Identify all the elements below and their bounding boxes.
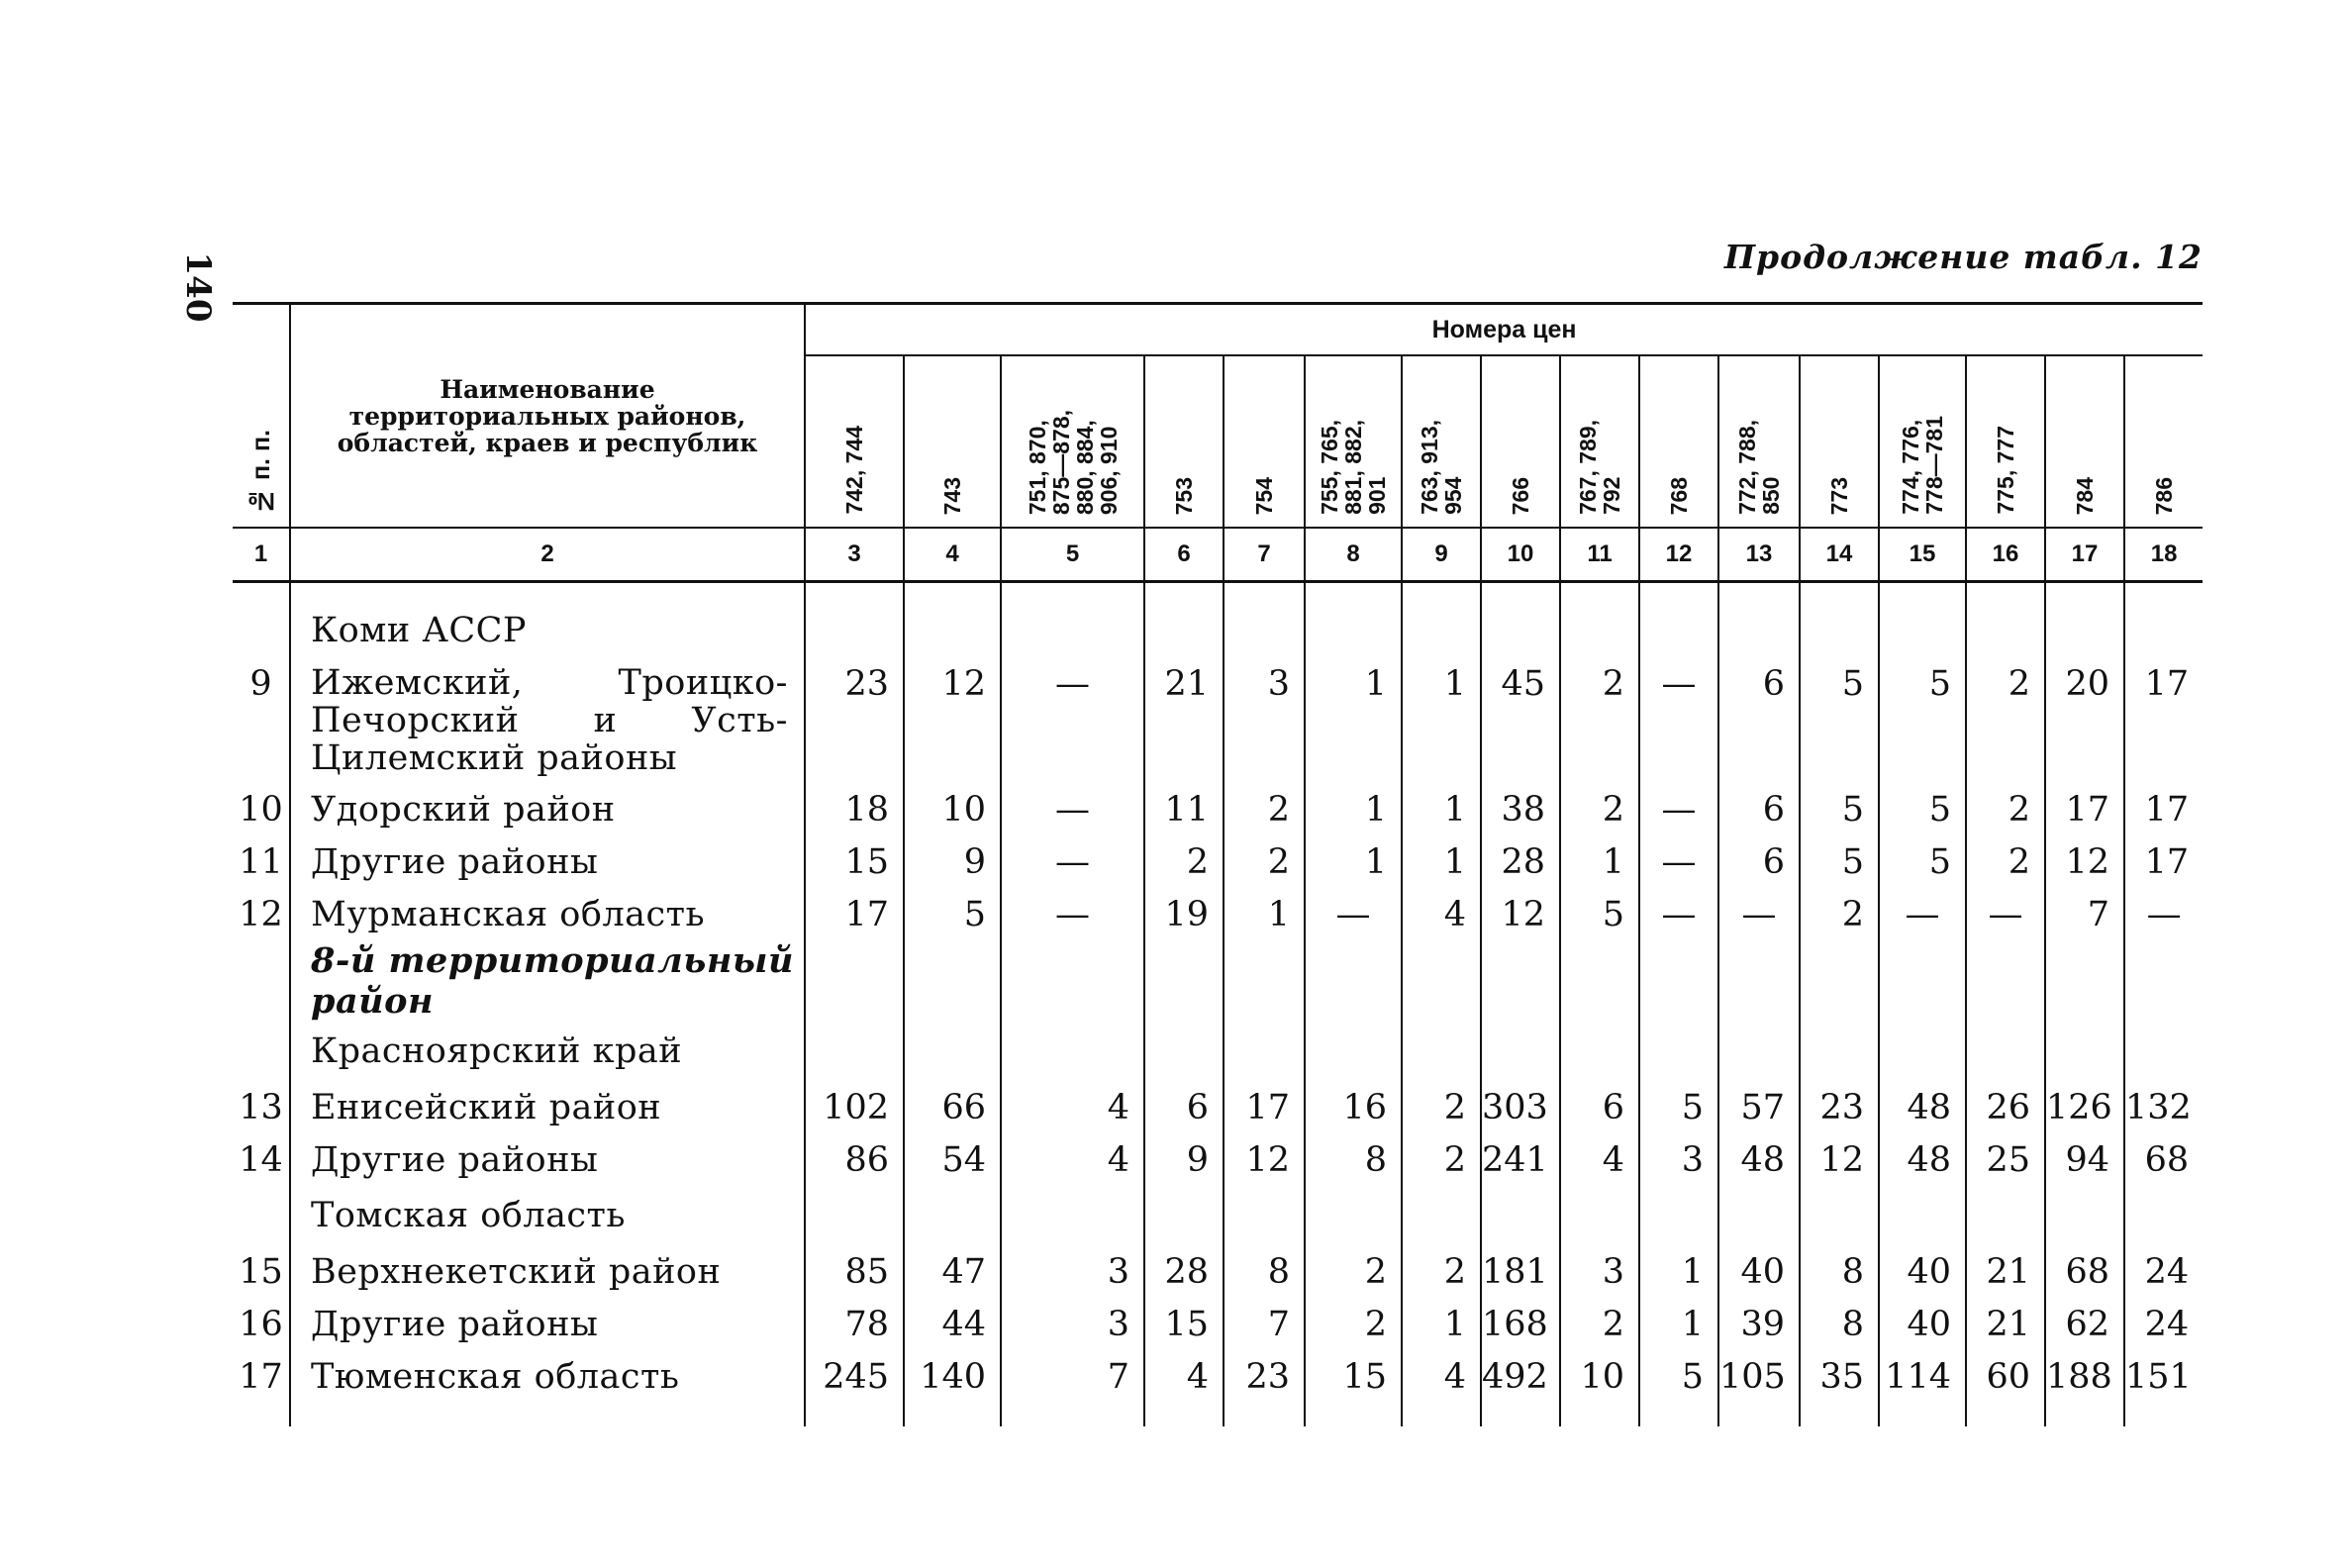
region-name: Тюменская область bbox=[290, 1350, 805, 1403]
column-index-cell: 16 bbox=[1966, 528, 2045, 582]
price-cell: 245 bbox=[805, 1350, 904, 1403]
region-name: Другие районы bbox=[290, 1133, 805, 1186]
price-number-header bbox=[1639, 355, 1718, 528]
price-cell: 1 bbox=[1560, 835, 1639, 888]
price-cell: 21 bbox=[1144, 660, 1224, 783]
price-cell: 28 bbox=[1481, 835, 1560, 888]
price-cell: 23 bbox=[1800, 1081, 1879, 1133]
price-cell: 2 bbox=[1560, 783, 1639, 835]
column-index-cell: 15 bbox=[1879, 528, 1966, 582]
region-name: Верхнекетский район bbox=[290, 1245, 805, 1298]
price-cell: 48 bbox=[1718, 1133, 1800, 1186]
price-cell: 492 bbox=[1481, 1350, 1560, 1403]
price-cell: 12 bbox=[2045, 835, 2124, 888]
price-cell: — bbox=[1718, 888, 1800, 940]
row-number: 12 bbox=[239, 894, 283, 934]
price-cell: 12 bbox=[1481, 888, 1560, 940]
price-number-header-label: 766 bbox=[1508, 476, 1533, 515]
price-cell: 188 bbox=[2045, 1350, 2124, 1403]
price-cell: 40 bbox=[1879, 1298, 1966, 1350]
price-cell: — bbox=[1639, 783, 1718, 835]
table-row bbox=[233, 835, 2203, 888]
price-cell: 12 bbox=[904, 660, 1001, 783]
price-number-header bbox=[1402, 355, 1481, 528]
price-cell: 105 bbox=[1718, 1350, 1800, 1403]
table-end-row bbox=[233, 1403, 2203, 1426]
price-cell: 12 bbox=[1800, 1133, 1879, 1186]
price-cell: 2 bbox=[1966, 835, 2045, 888]
price-cell: 2 bbox=[1402, 1081, 1481, 1133]
price-number-header-label: 751, 870, 875—878, 880, 884, 906, 910 bbox=[1024, 409, 1122, 515]
column-index-cell: 5 bbox=[1001, 528, 1144, 582]
price-cell: 6 bbox=[1144, 1081, 1224, 1133]
price-cell: 2 bbox=[1305, 1245, 1402, 1298]
column-index-cell: 13 bbox=[1718, 528, 1800, 582]
price-number-header-label: 774, 776, 778—781 bbox=[1898, 416, 1947, 515]
price-cell: 15 bbox=[1144, 1298, 1224, 1350]
price-cell: 1 bbox=[1639, 1245, 1718, 1298]
price-number-header-label: 743 bbox=[939, 476, 965, 515]
price-number-header bbox=[1800, 355, 1879, 528]
row-number: 10 bbox=[239, 789, 283, 830]
price-cell: 48 bbox=[1879, 1133, 1966, 1186]
column-index-cell: 11 bbox=[1560, 528, 1639, 582]
column-index-cell: 1 bbox=[233, 528, 290, 582]
price-cell: 40 bbox=[1718, 1245, 1800, 1298]
price-cell: 5 bbox=[904, 888, 1001, 940]
price-cell: 1 bbox=[1402, 660, 1481, 783]
price-number-header-label: 773 bbox=[1826, 476, 1852, 515]
price-cell: 6 bbox=[1718, 835, 1800, 888]
price-number-header bbox=[2124, 355, 2203, 528]
price-cell: 2 bbox=[1800, 888, 1879, 940]
price-cell: 1 bbox=[1305, 835, 1402, 888]
price-cell: — bbox=[1966, 888, 2045, 940]
price-cell: 47 bbox=[904, 1245, 1001, 1298]
price-cell: 4 bbox=[1144, 1350, 1224, 1403]
column-index-row bbox=[233, 528, 2203, 582]
price-cell: 45 bbox=[1481, 660, 1560, 783]
row-number bbox=[233, 1186, 290, 1245]
price-number-header-label: 754 bbox=[1251, 476, 1277, 515]
price-cell: 126 bbox=[2045, 1081, 2124, 1133]
price-cell: 57 bbox=[1718, 1081, 1800, 1133]
price-cell: 4 bbox=[1402, 888, 1481, 940]
price-cell: 8 bbox=[1800, 1245, 1879, 1298]
region-heading: Томская область bbox=[290, 1186, 805, 1245]
price-cell: — bbox=[1639, 835, 1718, 888]
price-cell: 11 bbox=[1144, 783, 1224, 835]
price-number-header-label: 772, 788, 850 bbox=[1734, 420, 1784, 515]
price-cell: 10 bbox=[1560, 1350, 1639, 1403]
price-cell: 10 bbox=[904, 783, 1001, 835]
price-number-header-label: 753 bbox=[1171, 476, 1197, 515]
price-cell: 181 bbox=[1481, 1245, 1560, 1298]
region-name: Другие районы bbox=[290, 1298, 805, 1350]
territorial-district-title: 8-й территориальный район bbox=[290, 940, 805, 1022]
price-table bbox=[233, 302, 2203, 1426]
price-cell: 8 bbox=[1224, 1245, 1305, 1298]
price-cell: 4 bbox=[1560, 1133, 1639, 1186]
region-name: Ижемский, Троицко-Печорский и Усть-Цилемский районы bbox=[290, 660, 805, 783]
price-cell: 8 bbox=[1800, 1298, 1879, 1350]
row-number: 14 bbox=[239, 1139, 283, 1180]
price-cell: 16 bbox=[1305, 1081, 1402, 1133]
price-cell: 1 bbox=[1305, 660, 1402, 783]
price-cell: 1 bbox=[1639, 1298, 1718, 1350]
price-cell: 2 bbox=[1224, 783, 1305, 835]
price-number-header-label: 775, 777 bbox=[1993, 426, 2018, 515]
price-cell: 7 bbox=[1001, 1350, 1144, 1403]
column-index-cell: 3 bbox=[805, 528, 904, 582]
price-cell: 24 bbox=[2124, 1245, 2203, 1298]
price-cell: 6 bbox=[1560, 1081, 1639, 1133]
price-cell: 3 bbox=[1224, 660, 1305, 783]
row-number bbox=[233, 1022, 290, 1081]
price-cell: 15 bbox=[1305, 1350, 1402, 1403]
price-cell: 2 bbox=[1966, 783, 2045, 835]
price-cell: 1 bbox=[1305, 783, 1402, 835]
price-cell: 2 bbox=[1224, 835, 1305, 888]
price-cell: 26 bbox=[1966, 1081, 2045, 1133]
price-cell: 21 bbox=[1966, 1298, 2045, 1350]
rownum-header: № п. п. bbox=[233, 304, 290, 529]
price-cell: — bbox=[1639, 888, 1718, 940]
column-index-cell: 18 bbox=[2124, 528, 2203, 582]
price-cell: 85 bbox=[805, 1245, 904, 1298]
region-name: Другие районы bbox=[290, 835, 805, 888]
price-cell: 132 bbox=[2124, 1081, 2203, 1133]
table-header bbox=[233, 304, 2203, 582]
price-number-header bbox=[1718, 355, 1800, 528]
price-cell: 68 bbox=[2045, 1245, 2124, 1298]
price-number-header-label: 768 bbox=[1666, 476, 1692, 515]
price-cell: 23 bbox=[805, 660, 904, 783]
price-cell: 25 bbox=[1966, 1133, 2045, 1186]
table-row bbox=[233, 1245, 2203, 1298]
price-cell: 1 bbox=[1402, 783, 1481, 835]
price-cell: — bbox=[1001, 888, 1144, 940]
price-cell: 2 bbox=[1966, 660, 2045, 783]
price-number-header bbox=[1001, 355, 1144, 528]
price-cell: — bbox=[1001, 660, 1144, 783]
price-cell: 2 bbox=[1560, 660, 1639, 783]
price-cell: 4 bbox=[1001, 1081, 1144, 1133]
row-number: 16 bbox=[239, 1304, 283, 1344]
row-number bbox=[233, 601, 290, 660]
price-cell: — bbox=[1879, 888, 1966, 940]
price-cell: 35 bbox=[1800, 1350, 1879, 1403]
price-cell: 303 bbox=[1481, 1081, 1560, 1133]
table-row bbox=[233, 1350, 2203, 1403]
price-cell: 151 bbox=[2124, 1350, 2203, 1403]
price-cell: 3 bbox=[1639, 1133, 1718, 1186]
price-cell: 38 bbox=[1481, 783, 1560, 835]
price-number-header-label: 755, 765, 881, 882, 901 bbox=[1317, 420, 1390, 515]
price-cell: 66 bbox=[904, 1081, 1001, 1133]
price-number-header-label: 767, 789, 792 bbox=[1575, 420, 1624, 515]
price-cell: 62 bbox=[2045, 1298, 2124, 1350]
price-cell: — bbox=[1639, 660, 1718, 783]
price-number-header-label: 786 bbox=[2151, 476, 2178, 515]
price-cell: 5 bbox=[1879, 660, 1966, 783]
price-cell: 9 bbox=[904, 835, 1001, 888]
column-index-cell: 4 bbox=[904, 528, 1001, 582]
column-index-cell: 9 bbox=[1402, 528, 1481, 582]
region-name: Мурманская область bbox=[290, 888, 805, 940]
price-cell: 23 bbox=[1224, 1350, 1305, 1403]
price-cell: 19 bbox=[1144, 888, 1224, 940]
price-cell: 12 bbox=[1224, 1133, 1305, 1186]
price-cell: 5 bbox=[1800, 835, 1879, 888]
price-number-header bbox=[1481, 355, 1560, 528]
price-cell: 44 bbox=[904, 1298, 1001, 1350]
price-cell: 2 bbox=[1402, 1133, 1481, 1186]
price-number-header-label: 784 bbox=[2072, 476, 2098, 515]
column-index-cell: 17 bbox=[2045, 528, 2124, 582]
table-caption: Продолжение табл. 12 bbox=[1723, 238, 2203, 276]
table-row bbox=[233, 1133, 2203, 1186]
price-cell: 2 bbox=[1560, 1298, 1639, 1350]
price-cell: 1 bbox=[1402, 835, 1481, 888]
price-number-header bbox=[1966, 355, 2045, 528]
price-cell: — bbox=[1001, 835, 1144, 888]
row-number: 15 bbox=[239, 1251, 283, 1292]
price-cell: 8 bbox=[1305, 1133, 1402, 1186]
row-number: 9 bbox=[249, 664, 272, 704]
price-cell: 5 bbox=[1639, 1081, 1718, 1133]
price-cell: 39 bbox=[1718, 1298, 1800, 1350]
column-index-cell: 12 bbox=[1639, 528, 1718, 582]
table-row bbox=[233, 888, 2203, 940]
price-cell: 18 bbox=[805, 783, 904, 835]
region-name: Удорский район bbox=[290, 783, 805, 835]
price-cell: 5 bbox=[1800, 783, 1879, 835]
name-header: Наименование территориальных районов, областей, краев и республик bbox=[290, 304, 805, 529]
price-number-header bbox=[1224, 355, 1305, 528]
price-cell: 140 bbox=[904, 1350, 1001, 1403]
price-cell: 94 bbox=[2045, 1133, 2124, 1186]
price-cell: 2 bbox=[1402, 1245, 1481, 1298]
price-cell: — bbox=[1305, 888, 1402, 940]
spacer-row bbox=[233, 582, 2203, 602]
price-cell: 6 bbox=[1718, 783, 1800, 835]
price-cell: 24 bbox=[2124, 1298, 2203, 1350]
price-cell: 17 bbox=[2045, 783, 2124, 835]
price-cell: 3 bbox=[1560, 1245, 1639, 1298]
price-cell: 3 bbox=[1001, 1245, 1144, 1298]
price-cell: 7 bbox=[1224, 1298, 1305, 1350]
price-cell: — bbox=[1001, 783, 1144, 835]
price-cell: 60 bbox=[1966, 1350, 2045, 1403]
price-cell: 78 bbox=[805, 1298, 904, 1350]
price-cell: 54 bbox=[904, 1133, 1001, 1186]
price-cell: 1 bbox=[1224, 888, 1305, 940]
price-cell: 3 bbox=[1001, 1298, 1144, 1350]
price-number-header bbox=[2045, 355, 2124, 528]
price-cell: 15 bbox=[805, 835, 904, 888]
region-name: Енисейский район bbox=[290, 1081, 805, 1133]
price-cell: 17 bbox=[805, 888, 904, 940]
price-number-header bbox=[1560, 355, 1639, 528]
region-heading: Красноярский край bbox=[290, 1022, 805, 1081]
price-number-header bbox=[1144, 355, 1224, 528]
price-number-header-label: 742, 744 bbox=[841, 426, 867, 515]
price-cell: 21 bbox=[1966, 1245, 2045, 1298]
region-heading: Коми АССР bbox=[290, 601, 805, 660]
price-cell: 48 bbox=[1879, 1081, 1966, 1133]
price-cell: 4 bbox=[1402, 1350, 1481, 1403]
table-body bbox=[233, 582, 2203, 1427]
price-cell: 17 bbox=[2124, 835, 2203, 888]
price-cell: 168 bbox=[1481, 1298, 1560, 1350]
price-cell: 5 bbox=[1800, 660, 1879, 783]
price-cell: 20 bbox=[2045, 660, 2124, 783]
price-cell: 68 bbox=[2124, 1133, 2203, 1186]
price-number-header bbox=[805, 355, 904, 528]
price-number-header bbox=[904, 355, 1001, 528]
table-row bbox=[233, 783, 2203, 835]
price-cell: 86 bbox=[805, 1133, 904, 1186]
page-number: 140 bbox=[178, 251, 218, 323]
price-cell: — bbox=[2124, 888, 2203, 940]
price-cell: 2 bbox=[1305, 1298, 1402, 1350]
price-cell: 9 bbox=[1144, 1133, 1224, 1186]
price-cell: 5 bbox=[1879, 783, 1966, 835]
price-cell: 28 bbox=[1144, 1245, 1224, 1298]
price-cell: 241 bbox=[1481, 1133, 1560, 1186]
price-number-header bbox=[1305, 355, 1402, 528]
price-number-header bbox=[1879, 355, 1966, 528]
price-cell: 40 bbox=[1879, 1245, 1966, 1298]
price-cell: 1 bbox=[1402, 1298, 1481, 1350]
column-index-cell: 7 bbox=[1224, 528, 1305, 582]
price-cell: 7 bbox=[2045, 888, 2124, 940]
row-number bbox=[233, 940, 290, 1022]
price-cell: 5 bbox=[1560, 888, 1639, 940]
price-cell: 17 bbox=[2124, 660, 2203, 783]
column-index-cell: 6 bbox=[1144, 528, 1224, 582]
price-cell: 17 bbox=[1224, 1081, 1305, 1133]
price-cell: 4 bbox=[1001, 1133, 1144, 1186]
column-index-cell: 8 bbox=[1305, 528, 1402, 582]
price-cell: 2 bbox=[1144, 835, 1224, 888]
column-index-cell: 2 bbox=[290, 528, 805, 582]
price-cell: 114 bbox=[1879, 1350, 1966, 1403]
row-number: 17 bbox=[239, 1356, 283, 1397]
price-cell: 17 bbox=[2124, 783, 2203, 835]
price-number-header-label: 763, 913, 954 bbox=[1417, 420, 1466, 515]
price-cell: 6 bbox=[1718, 660, 1800, 783]
table-row bbox=[233, 1298, 2203, 1350]
table-row bbox=[233, 1081, 2203, 1133]
price-cell: 5 bbox=[1879, 835, 1966, 888]
price-cell: 102 bbox=[805, 1081, 904, 1133]
column-index-cell: 10 bbox=[1481, 528, 1560, 582]
row-number: 11 bbox=[239, 841, 283, 882]
price-cell: 5 bbox=[1639, 1350, 1718, 1403]
price-numbers-group-header: Номера цен bbox=[805, 304, 2203, 356]
row-number: 13 bbox=[239, 1087, 283, 1127]
column-index-cell: 14 bbox=[1800, 528, 1879, 582]
table-row bbox=[233, 660, 2203, 783]
